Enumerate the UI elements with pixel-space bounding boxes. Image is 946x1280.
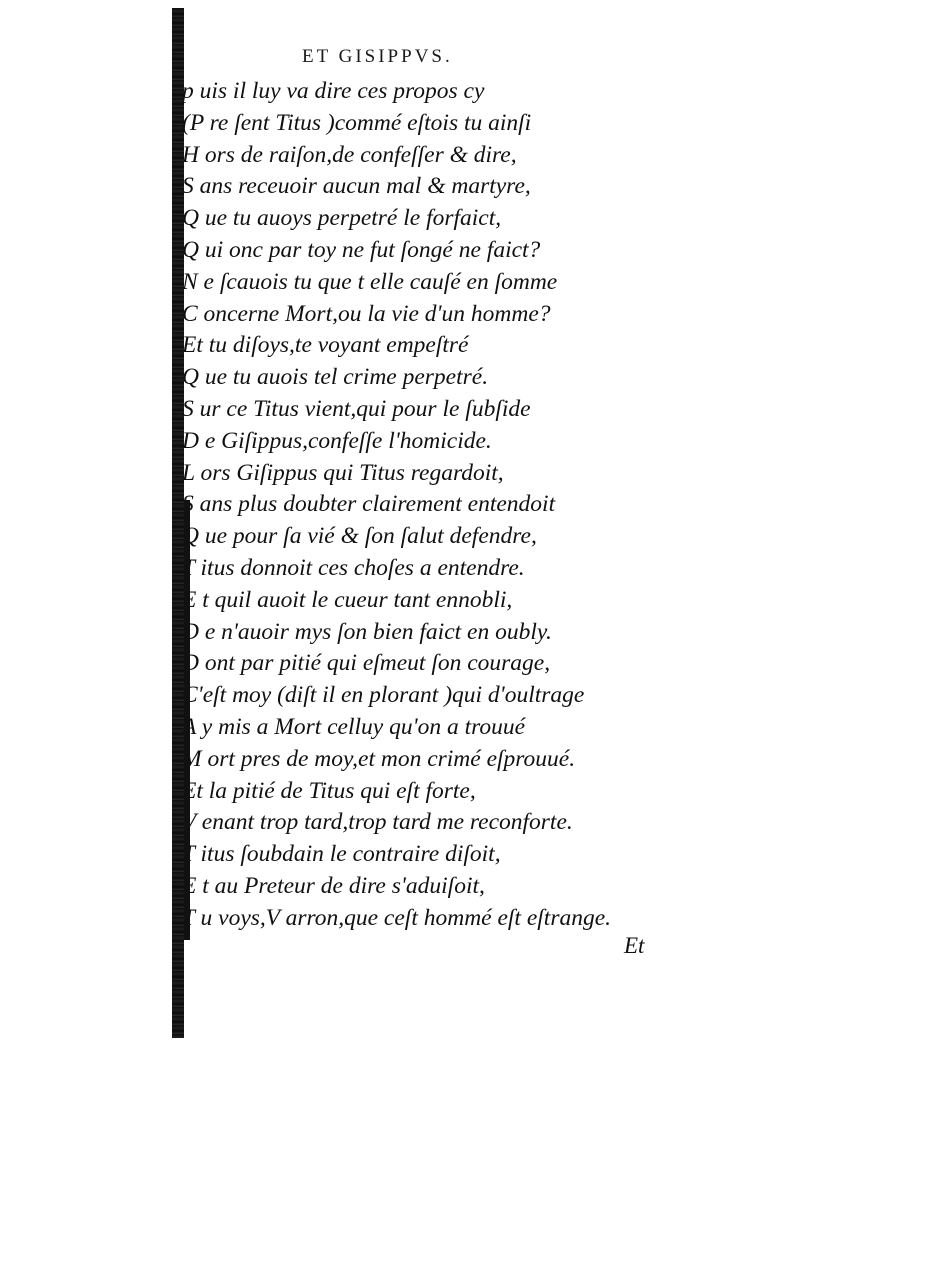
verse-line: Q ue tu auois tel crime perpetré. [182,364,489,391]
verse-line: T itus ſoubdain le contraire diſoit, [182,841,501,868]
verse-line: Q ue pour ſa vié & ſon ſalut defendre, [182,523,537,550]
verse-line: E t au Preteur de dire s'aduiſoit, [182,872,485,899]
verse-line: Et la pitié de Titus qui eſt forte, [182,777,476,804]
verse-line: V enant trop tard,trop tard me reconforte. [182,809,573,836]
running-head: ET GISIPPVS. [302,46,453,67]
verse-line: C'eſt moy (diſt il en plorant )qui d'oultrage [182,682,585,709]
verse-line: S ur ce Titus vient,qui pour le ſubſide [182,395,531,422]
verse-line: D ont par pitié qui eſmeut ſon courage, [182,650,551,677]
verse-line: (P re ſent Titus )commé eſtois tu ainſi [182,109,532,136]
verse-line: Et tu diſoys,te voyant empeſtré [182,332,469,359]
verse-line: Q ue tu auoys perpetré le forfaict, [182,205,502,232]
verse-line: S ans plus doubter clairement entendoit [182,491,556,518]
verse-line: S ans receuoir aucun mal & martyre, [182,173,531,200]
verse-line: A y mis a Mort celluy qu'on a trouué [182,713,526,740]
verse-line: L ors Giſippus qui Titus regardoit, [182,459,504,486]
verse-line: D e Giſippus,confeſſe l'homicide. [182,427,492,454]
verse-line: E t quil auoit le cueur tant ennobli, [182,586,513,613]
verse-line: p uis il luy va dire ces propos cy [182,78,485,104]
verse-line: T itus donnoit ces choſes a entendre. [182,554,525,581]
verse-line: M ort pres de moy,et mon crimé eſprouué. [182,745,576,772]
verse-line: Q ui onc par toy ne fut ſongé ne faict? [182,236,541,263]
verse-list [182,76,662,935]
catchword: Et [624,933,645,958]
verse-line: C oncerne Mort,ou la vie d'un homme? [182,300,551,327]
verse-line: D e n'auoir mys ſon bien faict en oubly. [182,618,552,645]
verse-line: N e ſcauois tu que t elle cauſé en ſomme [182,268,558,295]
verse-line: T u voys,V arron,que ceſt hommé eſt eſtrange. [182,904,612,931]
verse-line: H ors de raiſon,de confeſſer & dire, [182,141,517,168]
